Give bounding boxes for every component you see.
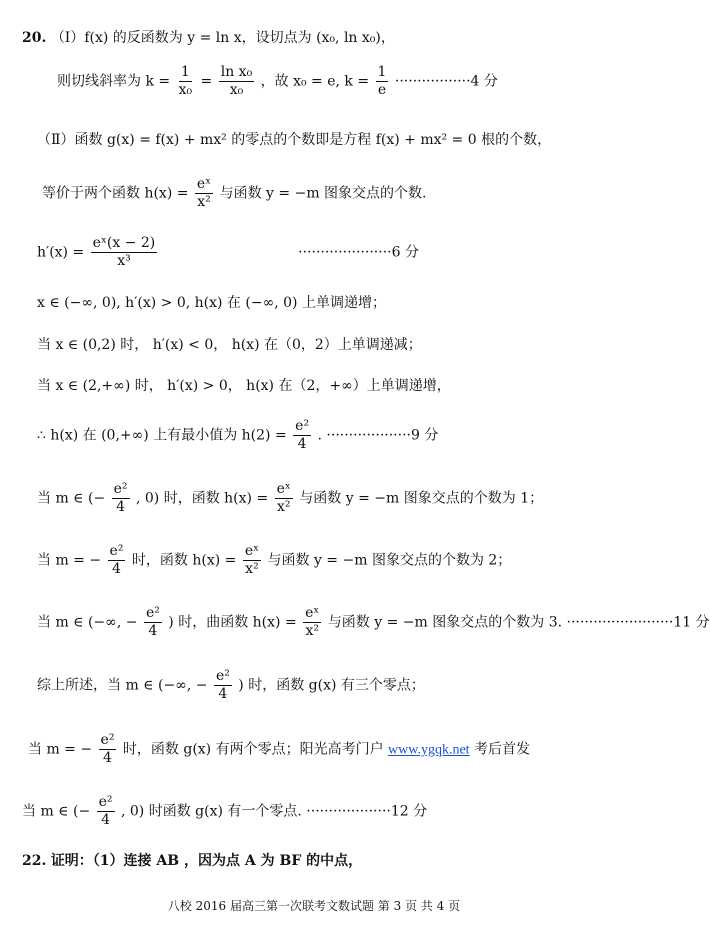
page-footer: 八校 2016 届高三第一次联考文数试题 第 3 页 共 4 页 <box>167 899 461 913</box>
part-2-statement: （Ⅱ）函数 g(x) = f(x) + mx² 的零点的个数即是方程 f(x) + mx² = 0 根的个数， <box>37 132 552 148</box>
derivative-line: h′(x) = $\frac{\text{eˣ(x − 2)}}{\text{x³}}$ ·····················6 分 <box>37 235 419 269</box>
slope-line: 则切线斜率为 k = $\frac{1}{\text{x₀}}$ = $\frac{\text{ln x₀}}{\text{x₀}}$ ，故 x₀ = e, k = $\frac{1}{e}$ ·················4 分 <box>57 64 498 98</box>
problem-number-22: 22. <box>22 853 47 869</box>
fraction-1-over-x0: $\frac{1}{\text{x₀}}$ <box>178 64 193 98</box>
proof-start: 证明：（1）连接 AB ，因为点 A 为 BF 的中点， <box>50 853 363 869</box>
slope-result: ，故 x₀ = e, k = <box>260 73 374 90</box>
case-three-intersections: 当 m ∈ (−∞, − $\frac{\text{e²}}{4}$ ) 时，曲函数 h(x) = $\frac{\text{eˣ}}{\text{x²}}$ 与函数 y = −m 图象交点的个数为 3. ························11 分 <box>37 605 710 639</box>
fraction-1-over-e: $\frac{1}{e}$ <box>377 64 387 98</box>
score-6: ·····················6 分 <box>298 244 419 261</box>
fraction-derivative: $\frac{\text{eˣ(x − 2)}}{\text{x³}}$ <box>92 235 156 269</box>
summary-two-zeros: 当 m = − $\frac{\text{e²}}{4}$ 时，函数 g(x) 有两个零点；阳光高考门户 www.ygqk.net 考后首发 <box>28 732 531 766</box>
fraction-e2-over-4: $\frac{\text{e²}}{4}$ <box>295 418 310 452</box>
summary-one-zero: 当 m ∈ (− $\frac{\text{e²}}{4}$ , 0) 时函数 g(x) 有一个零点. ···················12 分 <box>22 794 428 828</box>
ygqk-link[interactable]: www.ygqk.net <box>388 742 470 758</box>
problem-20-line-1 <box>22 28 395 48</box>
summary-three-zeros: 综上所述，当 m ∈ (−∞, − $\frac{\text{e²}}{4}$ ) 时，函数 g(x) 有三个零点； <box>37 668 425 702</box>
part-1-statement: （Ⅰ）f(x) 的反函数为 y = ln x，设切点为 (x₀, ln x₀)， <box>50 30 395 46</box>
fraction-lnx0-over-x0: $\frac{\text{ln x₀}}{\text{x₀}}$ <box>220 64 253 98</box>
increasing-interval-2: 当 x ∈ (2,+∞) 时， h′(x) > 0， h(x) 在（2，+∞）上单调递增， <box>37 378 451 394</box>
score-9: . ···················9 分 <box>317 427 439 444</box>
fraction-ex-over-x2: $\frac{\text{eˣ}}{\text{x²}}$ <box>196 176 212 210</box>
equivalence-line: 等价于两个函数 h(x) = $\frac{\text{eˣ}}{\text{x²}}$ 与函数 y = −m 图象交点的个数. <box>42 176 427 210</box>
problem-22-line-1 <box>22 851 362 871</box>
minimum-value-line: ∴ h(x) 在 (0,+∞) 上有最小值为 h(2) = $\frac{\text{e²}}{4}$ . ···················9 分 <box>37 418 439 452</box>
decreasing-interval: 当 x ∈ (0,2) 时， h′(x) < 0， h(x) 在（0，2）上单调递减； <box>37 337 422 353</box>
slope-prefix: 则切线斜率为 k = <box>57 73 175 90</box>
case-one-intersection: 当 m ∈ (− $\frac{\text{e²}}{4}$ , 0) 时，函数 h(x) = $\frac{\text{eˣ}}{\text{x²}}$ 与函数 y = −m 图象交点的个数为 1； <box>37 481 544 515</box>
case-two-intersections: 当 m = − $\frac{\text{e²}}{4}$ 时，函数 h(x) = $\frac{\text{eˣ}}{\text{x²}}$ 与函数 y = −m 图象交点的个数为 2； <box>37 543 512 577</box>
score-11: ························11 分 <box>566 614 710 631</box>
score-4: ·················4 分 <box>394 73 498 90</box>
problem-number-20: 20. <box>22 30 47 46</box>
increasing-interval-1: x ∈ (−∞, 0), h′(x) > 0, h(x) 在 (−∞, 0) 上单调递增； <box>37 295 386 311</box>
